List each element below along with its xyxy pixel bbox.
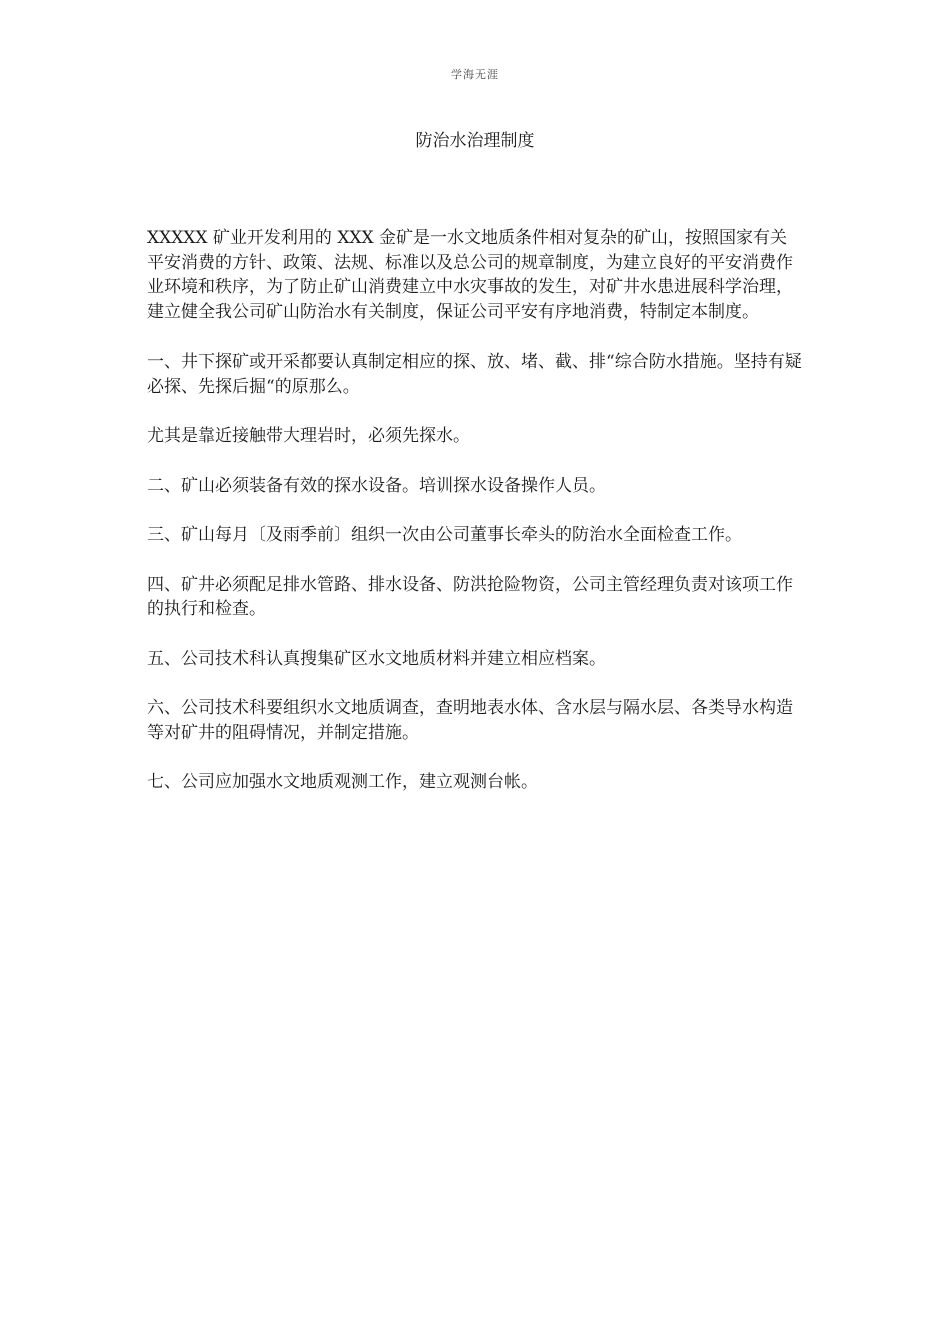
document-body: [147, 226, 803, 820]
clause-4: 四、矿井必须配足排水管路、排水设备、防洪抢险物资，公司主管经理负责对该项工作的执行和检查。: [147, 574, 793, 619]
clause-5: 五、公司技术科认真搜集矿区水文地质材料并建立相应档案。: [147, 648, 606, 669]
clause-1: 一、井下探矿或开采都要认真制定相应的探、放、堵、截、排“综合防水措施。坚持有疑必探、先探后掘“的原那么。: [147, 352, 802, 397]
clause-6: 六、公司技术科要组织水文地质调查，查明地表水体、含水层与隔水层、各类导水构造等对矿井的阻碍情况，并制定措施。: [147, 698, 793, 743]
clause-2: 二、矿山必须装备有效的探水设备。培训探水设备操作人员。: [147, 475, 606, 496]
document-title: 防治水治理制度: [415, 131, 535, 151]
page-header: 学海无涯: [451, 68, 499, 81]
intro-paragraph: XXXXX 矿业开发利用的 XXX 金矿是一水文地质条件相对复杂的矿山，按照国家有关平安消费的方针、政策、法规、标准以及总公司的规章制度，为建立良好的平安消费作业环境和秩序，为了防止矿山消费建立中水灾事故的发生，对矿井水患进展科学治理，建立健全我公司矿山防治水有关制度，保证公司平安有序地消费，特制定本制度。: [147, 228, 793, 322]
clause-1-note: 尤其是靠近接触带大理岩时，必须先探水。: [147, 426, 470, 446]
clause-7: 七、公司应加强水文地质观测工作，建立观测台帐。: [147, 772, 538, 792]
clause-3: 三、矿山每月〔及雨季前〕组织一次由公司董事长牵头的防治水全面检查工作。: [147, 525, 742, 545]
